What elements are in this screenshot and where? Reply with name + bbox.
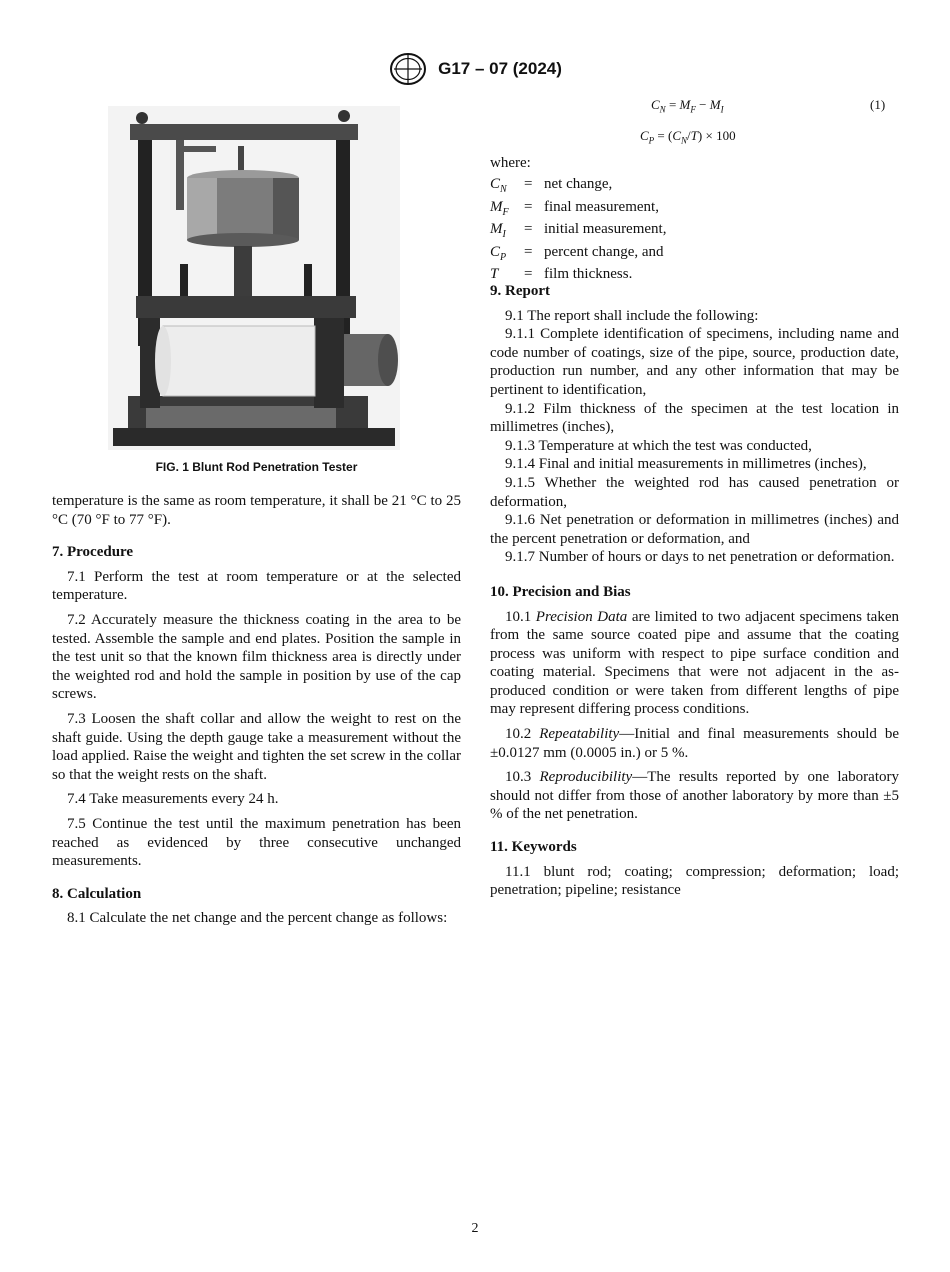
definition-row: $M_F$ = final measurement, [490, 198, 659, 218]
section-10-heading: 10. Precision and Bias [490, 583, 631, 600]
paragraph-10-3: 10.3 Reproducibility—The results reported by one laboratory should not differ from those of another laboratory by more than ±5 % of the net penetration. [490, 769, 899, 823]
section-9-heading: 9. Report [490, 283, 550, 299]
definitions-list [490, 176, 666, 289]
left-column [52, 492, 461, 928]
paragraph-9-1-5: 9.1.5 Whether the weighted rod has caused penetration or deformation, [490, 474, 899, 510]
paragraph-9-1-6: 9.1.6 Net penetration or deformation in millimetres (inches) and the percent penetration or deformation, and [490, 512, 899, 547]
astm-logo-icon [388, 52, 428, 86]
paragraph-7-5: 7.5 Continue the test until the maximum penetration has been reached as evidenced by three consecutive unchanged measurements. [52, 815, 461, 870]
paragraph-10-2: 10.2 Repeatability—Initial and final measurements should be ±0.0127 mm (0.0005 in.) or 5 %. [490, 726, 900, 761]
where-label: where: [490, 155, 531, 171]
paragraph-10-1: 10.1 Precision Data are limited to two adjacent specimens taken from the same source coated pipe and assume that the coating process was uniform with respect to pipe surface condition and coating material. Specimens that were not adjacent in the as-produced condition or were taken from different lengths of pipe may represent differing process conditions. [490, 608, 900, 718]
paragraph-9-1-4: 9.1.4 Final and initial measurements in millimetres (inches), [505, 456, 867, 473]
paragraph-9-1-1: 9.1.1 Complete identification of specimens, including name and code number of coatings, size of the pipe, source, production date, production run number, and any other information that may be pertinent to identification, [490, 326, 899, 398]
page-header [0, 52, 950, 86]
paragraph-8-1: 8.1 Calculate the net change and the percent change as follows: [67, 910, 448, 927]
equation-2: $C_P = (C_N/T) \times 100$ [640, 128, 736, 146]
definition-row: $C_N$ = net change, [490, 176, 613, 195]
definition-row: T = film thickness. [490, 266, 633, 282]
page-number: 2 [471, 1221, 479, 1236]
right-column [490, 282, 899, 900]
document-code: G17 – 07 (2024) [438, 59, 562, 78]
equation-1: $C_N = M_F - M_I$ [651, 97, 724, 115]
equation-number: (1) [870, 97, 886, 112]
definition-row: $C_P$ = percent change, and [490, 243, 664, 263]
paragraph-7-2: 7.2 Accurately measure the thickness coating in the area to be tested. Assemble the sample and end plates. Position the sample in the test unit so that the known film thickness area is directly under the weighted rod and hold the sample in position by use of the cap screws. [52, 611, 461, 703]
paragraph-9-1-7: 9.1.7 Number of hours or days to net penetration or deformation. [505, 549, 895, 566]
section-8-heading: 8. Calculation [52, 885, 142, 902]
intro-paragraph: temperature is the same as room temperature, it shall be 21 °C to 25 °C (70 °F to 77 °F). [52, 493, 461, 528]
blunt-rod-penetration-tester-photo [108, 106, 400, 450]
section-11-heading: 11. Keywords [490, 839, 577, 856]
definition-row: $M_I$ = initial measurement, [490, 221, 667, 240]
paragraph-7-1: 7.1 Perform the test at room temperature or at the selected temperature. [52, 568, 461, 604]
paragraph-9-1-3: 9.1.3 Temperature at which the test was conducted, [505, 437, 812, 454]
paragraph-7-4: 7.4 Take measurements every 24 h. [67, 791, 279, 808]
section-7-heading: 7. Procedure [52, 544, 134, 561]
paragraph-9-1-2: 9.1.2 Film thickness of the specimen at the test location in millimetres (inches), [490, 400, 899, 436]
paragraph-9-1: 9.1 The report shall include the following: [505, 307, 759, 324]
figure-caption: FIG. 1 Blunt Rod Penetration Tester [155, 460, 358, 474]
paragraph-11-1: 11.1 blunt rod; coating; compression; deformation; load; penetration; pipeline; resistance [490, 863, 899, 899]
paragraph-7-3: 7.3 Loosen the shaft collar and allow the weight to rest on the shaft guide. Using the depth gauge take a measurement without the load applied. Raise the weight and tighten the set screw in the collar so that the weight rests on the shaft. [52, 710, 461, 783]
